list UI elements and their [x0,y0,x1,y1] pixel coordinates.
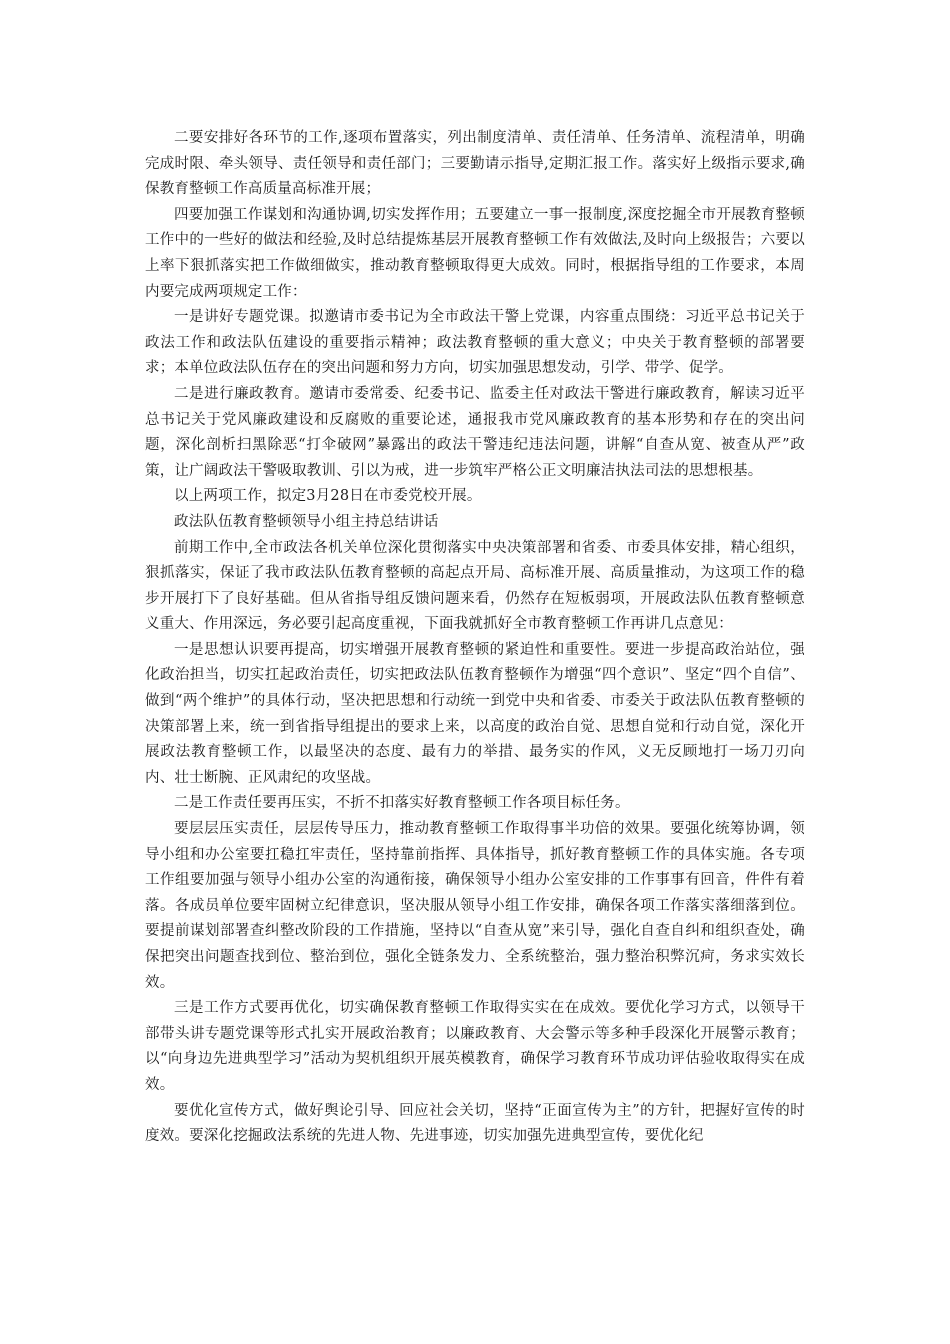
paragraph-3: 一是讲好专题党课。拟邀请市委书记为全市政法干警上党课，内容重点围绕：习近平总书记关于政法工作和政法队伍建设的重要指示精神；政法教育整顿的重大意义；中央关于教育整顿的部署要求；本单位政法队伍存在的突出问题和努力方向，切实加强思想发动，引学、带学、促学。 [145,309,805,377]
document-body [145,126,805,1150]
paragraph-7: 一是思想认识要再提高，切实增强开展教育整顿的紧迫性和重要性。要进一步提高政治站位，强化政治担当，切实扛起政治责任，切实把政法队伍教育整顿作为增强“四个意识”、坚定“四个自信”、做到“两个维护”的具体行动，坚决把思想和行动统一到党中央和省委、市委关于政法队伍教育整顿的决策部署上来，统一到省指导组提出的要求上来，以高度的政治自觉、思想自觉和行动自觉，深化开展政法教育整顿工作，以最坚决的态度、最有力的举措、最务实的作风，义无反顾地打一场刀刃向内、壮士断腕、正风肃纪的攻坚战。 [145,641,805,786]
paragraph-10: 三是工作方式要再优化，切实确保教育整顿工作取得实实在在成效。要优化学习方式，以领导干部带头讲专题党课等形式扎实开展政治教育；以廉政教育、大会警示等多种手段深化开展警示教育；以“向身边先进典型学习”活动为契机组织开展英模教育，确保学习教育环节成功评估验收取得实在成效。 [145,1000,805,1093]
paragraph-6: 前期工作中,全市政法各机关单位深化贯彻落实中央决策部署和省委、市委具体安排，精心组织，狠抓落实，保证了我市政法队伍教育整顿的高起点开局、高标准开展、高质量推动，为这项工作的稳步开展打下了良好基础。但从省指导组反馈问题来看，仍然存在短板弱项，开展政法队伍教育整顿意义重大、作用深远，务必要引起高度重视，下面我就抓好全市教育整顿工作再讲几点意见： [145,539,805,633]
paragraph-5: 以上两项工作，拟定3月28日在市委党校开展。 [174,488,482,505]
paragraph-9: 要层层压实责任，层层传导压力，推动教育整顿工作取得事半功倍的效果。要强化统筹协调，领导小组和办公室要扛稳扛牢责任，坚持靠前指挥、具体指导，抓好教育整顿工作的具体实施。各专项工作组要加强与领导小组办公室的沟通衔接，确保领导小组办公室安排的工作事事有回音，件件有着落。各成员单位要牢固树立纪律意识，坚决服从领导小组工作安排，确保各项工作落实落细落到位。要提前谋划部署查纠整改阶段的工作措施，坚持以“自查从宽”来引导，强化自查自纠和组织查处，确保把突出问题查找到位、整治到位，强化全链条发力、全系统整治，强力整治积弊沉疴，务求实效长效。 [145,821,805,991]
paragraph-8: 二是工作责任要再压实，不折不扣落实好教育整顿工作各项目标任务。 [174,795,630,812]
paragraph-1: 二要安排好各环节的工作,逐项布置落实，列出制度清单、责任清单、任务清单、流程清单，明确完成时限、牵头领导、责任领导和责任部门；三要勤请示指导,定期汇报工作。落实好上级指示要求,确保教育整顿工作高质量高标准开展； [145,130,805,198]
paragraph-11: 要优化宣传方式，做好舆论引导、回应社会关切，坚持“正面宣传为主”的方针，把握好宣传的时度效。要深化挖掘政法系统的先进人物、先进事迹，切实加强先进典型宣传，要优化纪 [145,1102,805,1145]
paragraph-2: 四要加强工作谋划和沟通协调,切实发挥作用；五要建立一事一报制度,深度挖掘全市开展教育整顿工作中的一些好的做法和经验,及时总结提炼基层开展教育整顿工作有效做法,及时向上级报告；六要以上率下狠抓落实把工作做细做实，推动教育整顿取得更大成效。同时，根据指导组的工作要求，本周内要完成两项规定工作： [145,206,805,300]
section-heading: 政法队伍教育整顿领导小组主持总结讲话 [174,513,439,530]
paragraph-4: 二是进行廉政教育。邀请市委常委、纪委书记、监委主任对政法干警进行廉政教育，解读习近平总书记关于党风廉政建设和反腐败的重要论述，通报我市党风廉政教育的基本形势和存在的突出问题，深化剖析扫黑除恶“打伞破网”暴露出的政法干警违纪违法问题，讲解“自查从宽、被查从严”政策，让广阔政法干警吸取教训、引以为戒，进一步筑牢严格公正文明廉洁执法司法的思想根基。 [145,385,805,479]
